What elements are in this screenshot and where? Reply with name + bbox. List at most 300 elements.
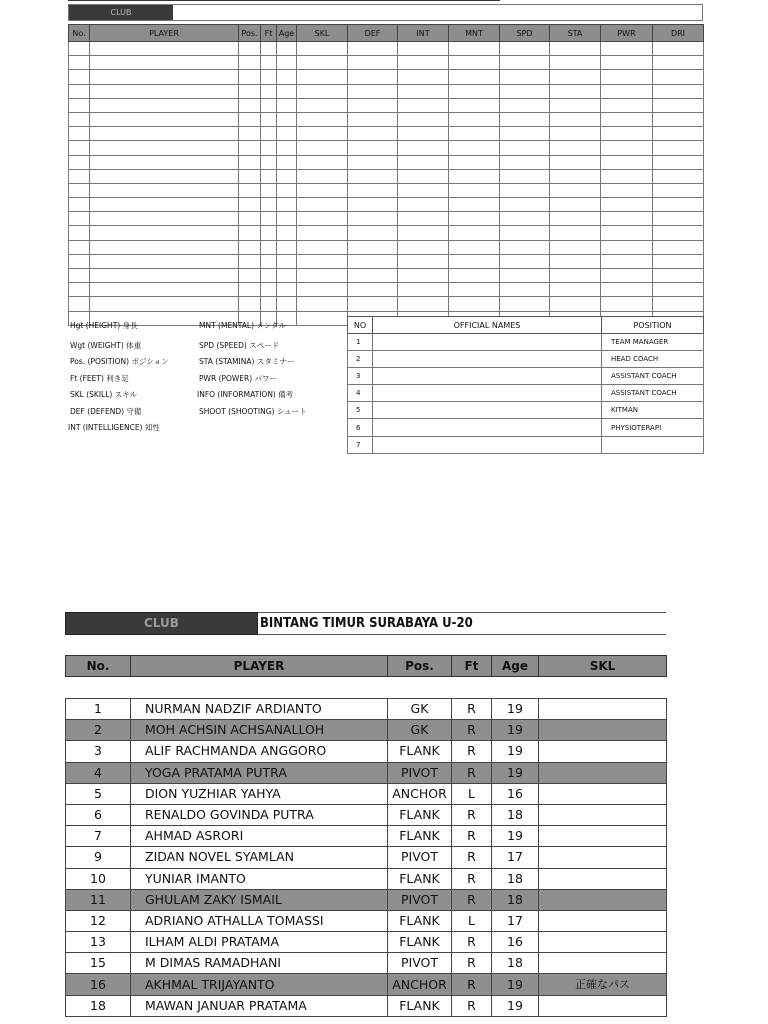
team-name: BINTANG TIMUR SURABAYA U-20 — [260, 616, 473, 631]
grid-cell — [90, 84, 239, 98]
player-skl: 正確なパス — [539, 974, 667, 995]
grid-cell — [297, 212, 348, 226]
official-no: 4 — [348, 385, 373, 402]
grid-cell — [348, 212, 398, 226]
grid-cell — [601, 212, 653, 226]
grid-cell — [261, 283, 277, 297]
grid-cell — [297, 283, 348, 297]
grid-cell — [69, 155, 90, 169]
grid-cell — [653, 56, 704, 70]
roster-title-rule-top — [258, 612, 666, 613]
legend-spd: SPD (SPEED) スペード — [199, 341, 280, 350]
legend-skl: SKL (SKILL) スキル — [70, 390, 138, 399]
col-pos: Pos. — [239, 25, 261, 42]
player-no: 11 — [66, 889, 131, 910]
grid-cell — [348, 127, 398, 141]
grid-cell — [550, 283, 601, 297]
col-sta: STA — [550, 25, 601, 42]
grid-cell — [550, 198, 601, 212]
officials-col-name: OFFICIAL NAMES — [373, 317, 602, 334]
player-skl — [539, 868, 667, 889]
grid-cell — [239, 84, 261, 98]
player-no: 12 — [66, 910, 131, 931]
grid-cell — [239, 127, 261, 141]
grid-cell — [398, 254, 449, 268]
roster-title-rule-bottom — [258, 634, 666, 635]
official-position: HEAD COACH — [602, 351, 704, 368]
grid-empty-row — [69, 127, 704, 141]
grid-cell — [277, 226, 297, 240]
player-pos: PIVOT — [388, 847, 452, 868]
grid-cell — [90, 42, 239, 56]
official-no: 2 — [348, 351, 373, 368]
grid-cell — [348, 198, 398, 212]
official-row — [348, 368, 704, 385]
grid-cell — [90, 155, 239, 169]
grid-cell — [449, 84, 500, 98]
grid-cell — [398, 42, 449, 56]
grid-cell — [653, 70, 704, 84]
grid-cell — [348, 226, 398, 240]
player-age: 18 — [492, 868, 539, 889]
player-no: 15 — [66, 953, 131, 974]
official-position — [602, 436, 704, 453]
player-row — [66, 720, 667, 741]
player-pos: FLANK — [388, 741, 452, 762]
grid-empty-row — [69, 70, 704, 84]
grid-cell — [653, 155, 704, 169]
grid-cell — [348, 254, 398, 268]
grid-cell — [398, 183, 449, 197]
grid-cell — [550, 297, 601, 311]
player-skl — [539, 699, 667, 720]
grid-cell — [277, 283, 297, 297]
grid-cell — [398, 84, 449, 98]
player-row — [66, 783, 667, 804]
grid-cell — [277, 127, 297, 141]
grid-cell — [297, 70, 348, 84]
grid-cell — [449, 98, 500, 112]
grid-cell — [297, 226, 348, 240]
grid-cell — [90, 297, 239, 311]
grid-cell — [239, 212, 261, 226]
legend-shoot: SHOOT (SHOOTING) シュート — [199, 407, 307, 416]
grid-cell — [449, 141, 500, 155]
player-row — [66, 826, 667, 847]
grid-cell — [261, 240, 277, 254]
roster-club-label-text: CLUB — [144, 616, 179, 630]
grid-cell — [277, 198, 297, 212]
club-label-template: CLUB — [69, 5, 173, 20]
official-name — [373, 436, 602, 453]
grid-cell — [500, 297, 550, 311]
player-no: 5 — [66, 783, 131, 804]
grid-cell — [239, 198, 261, 212]
col-age: Age — [277, 25, 297, 42]
player-name: NURMAN NADZIF ARDIANTO — [131, 699, 388, 720]
official-position: PHYSIOTERAPI — [602, 419, 704, 436]
player-no: 3 — [66, 741, 131, 762]
grid-cell — [500, 70, 550, 84]
grid-cell — [550, 212, 601, 226]
grid-cell — [653, 141, 704, 155]
player-ft: R — [452, 953, 492, 974]
grid-cell — [90, 112, 239, 126]
grid-cell — [500, 56, 550, 70]
grid-cell — [261, 212, 277, 226]
grid-cell — [653, 112, 704, 126]
player-ft: R — [452, 720, 492, 741]
player-skl — [539, 762, 667, 783]
grid-cell — [277, 155, 297, 169]
grid-cell — [601, 84, 653, 98]
grid-cell — [653, 84, 704, 98]
grid-empty-row — [69, 283, 704, 297]
player-skl — [539, 910, 667, 931]
abbreviation-legend — [70, 320, 340, 440]
grid-cell — [398, 198, 449, 212]
official-no: 6 — [348, 419, 373, 436]
player-age: 19 — [492, 720, 539, 741]
grid-cell — [500, 155, 550, 169]
player-age: 19 — [492, 995, 539, 1016]
player-ft: R — [452, 826, 492, 847]
grid-cell — [550, 226, 601, 240]
officials-col-no: NO — [348, 317, 373, 334]
player-pos: PIVOT — [388, 762, 452, 783]
official-row — [348, 351, 704, 368]
grid-cell — [297, 269, 348, 283]
legend-pwr: PWR (POWER) パワー — [199, 374, 278, 383]
grid-cell — [550, 240, 601, 254]
player-ft: R — [452, 995, 492, 1016]
grid-cell — [277, 56, 297, 70]
player-row — [66, 932, 667, 953]
grid-cell — [90, 56, 239, 70]
grid-cell — [239, 226, 261, 240]
grid-cell — [69, 269, 90, 283]
col-dri: DRI — [653, 25, 704, 42]
grid-cell — [69, 56, 90, 70]
player-no: 9 — [66, 847, 131, 868]
grid-cell — [69, 198, 90, 212]
grid-cell — [398, 141, 449, 155]
grid-cell — [90, 240, 239, 254]
player-ft: R — [452, 762, 492, 783]
player-pos: PIVOT — [388, 953, 452, 974]
roster-col-no: No. — [66, 656, 131, 677]
player-age: 19 — [492, 699, 539, 720]
player-no: 13 — [66, 932, 131, 953]
grid-cell — [348, 70, 398, 84]
grid-cell — [239, 56, 261, 70]
player-skl — [539, 720, 667, 741]
official-position: ASSISTANT COACH — [602, 368, 704, 385]
grid-cell — [449, 212, 500, 226]
grid-cell — [239, 42, 261, 56]
grid-cell — [500, 198, 550, 212]
official-position: KITMAN — [602, 402, 704, 419]
grid-cell — [261, 56, 277, 70]
grid-cell — [449, 269, 500, 283]
grid-empty-row — [69, 240, 704, 254]
player-no: 1 — [66, 699, 131, 720]
grid-cell — [601, 169, 653, 183]
grid-cell — [297, 297, 348, 311]
grid-cell — [297, 155, 348, 169]
official-row — [348, 334, 704, 351]
grid-cell — [653, 212, 704, 226]
grid-cell — [398, 155, 449, 169]
official-row — [348, 402, 704, 419]
player-pos: FLANK — [388, 932, 452, 953]
grid-empty-row — [69, 112, 704, 126]
grid-cell — [601, 56, 653, 70]
player-name: ALIF RACHMANDA ANGGORO — [131, 741, 388, 762]
grid-cell — [500, 254, 550, 268]
grid-cell — [261, 98, 277, 112]
grid-cell — [261, 297, 277, 311]
grid-cell — [500, 127, 550, 141]
player-age: 17 — [492, 847, 539, 868]
grid-cell — [500, 283, 550, 297]
grid-cell — [297, 84, 348, 98]
grid-cell — [297, 183, 348, 197]
legend-def: DEF (DEFEND) 守備 — [70, 407, 142, 416]
grid-cell — [297, 198, 348, 212]
player-row — [66, 847, 667, 868]
grid-cell — [90, 198, 239, 212]
grid-cell — [69, 42, 90, 56]
grid-cell — [449, 42, 500, 56]
player-age: 17 — [492, 910, 539, 931]
grid-cell — [277, 112, 297, 126]
grid-cell — [277, 269, 297, 283]
grid-cell — [277, 98, 297, 112]
grid-cell — [261, 70, 277, 84]
grid-empty-row — [69, 269, 704, 283]
officials-table — [347, 316, 704, 454]
player-name: DION YUZHIAR YAHYA — [131, 783, 388, 804]
player-ft: R — [452, 699, 492, 720]
grid-cell — [449, 254, 500, 268]
officials-col-position: POSITION — [602, 317, 704, 334]
grid-empty-row — [69, 42, 704, 56]
grid-cell — [550, 42, 601, 56]
grid-cell — [601, 98, 653, 112]
grid-empty-row — [69, 56, 704, 70]
grid-cell — [69, 240, 90, 254]
player-row — [66, 889, 667, 910]
roster-col-pos: Pos. — [388, 656, 452, 677]
official-position: TEAM MANAGER — [602, 334, 704, 351]
player-name: MAWAN JANUAR PRATAMA — [131, 995, 388, 1016]
grid-cell — [500, 169, 550, 183]
grid-cell — [69, 112, 90, 126]
grid-cell — [69, 226, 90, 240]
legend-sta: STA (STAMINA) スタミナー — [199, 357, 295, 366]
grid-cell — [500, 84, 550, 98]
player-row — [66, 804, 667, 825]
grid-empty-row — [69, 198, 704, 212]
player-pos: PIVOT — [388, 889, 452, 910]
grid-cell — [348, 141, 398, 155]
player-pos: ANCHOR — [388, 974, 452, 995]
grid-cell — [500, 98, 550, 112]
grid-cell — [653, 169, 704, 183]
grid-cell — [398, 226, 449, 240]
grid-cell — [601, 269, 653, 283]
grid-cell — [550, 141, 601, 155]
grid-cell — [653, 297, 704, 311]
grid-cell — [601, 70, 653, 84]
grid-cell — [449, 183, 500, 197]
grid-cell — [500, 212, 550, 226]
grid-cell — [348, 84, 398, 98]
grid-cell — [398, 269, 449, 283]
grid-cell — [449, 283, 500, 297]
roster-club-label — [65, 612, 258, 635]
legend-ft: Ft (FEET) 利き足 — [70, 374, 129, 383]
grid-cell — [550, 155, 601, 169]
grid-empty-row — [69, 84, 704, 98]
grid-cell — [653, 254, 704, 268]
grid-cell — [449, 198, 500, 212]
grid-cell — [398, 112, 449, 126]
player-age: 18 — [492, 889, 539, 910]
player-age: 19 — [492, 826, 539, 847]
player-skl — [539, 847, 667, 868]
player-no: 4 — [66, 762, 131, 783]
grid-cell — [297, 169, 348, 183]
grid-cell — [239, 283, 261, 297]
grid-cell — [550, 169, 601, 183]
grid-cell — [261, 198, 277, 212]
grid-cell — [398, 297, 449, 311]
grid-cell — [239, 169, 261, 183]
grid-cell — [90, 212, 239, 226]
col-ft: Ft — [261, 25, 277, 42]
grid-cell — [239, 155, 261, 169]
grid-cell — [398, 212, 449, 226]
grid-cell — [239, 269, 261, 283]
grid-cell — [653, 269, 704, 283]
grid-cell — [348, 183, 398, 197]
official-no: 3 — [348, 368, 373, 385]
grid-cell — [601, 155, 653, 169]
grid-cell — [90, 98, 239, 112]
grid-cell — [90, 70, 239, 84]
grid-cell — [550, 84, 601, 98]
grid-header-row — [69, 25, 704, 42]
legend-info: INFO (INFORMATION) 備考 — [197, 390, 294, 399]
player-row — [66, 741, 667, 762]
player-name: M DIMAS RAMADHANI — [131, 953, 388, 974]
roster-col-age: Age — [492, 656, 539, 677]
grid-empty-row — [69, 169, 704, 183]
grid-cell — [449, 240, 500, 254]
player-row — [66, 953, 667, 974]
official-name — [373, 368, 602, 385]
grid-cell — [601, 141, 653, 155]
player-pos: FLANK — [388, 804, 452, 825]
player-age: 16 — [492, 932, 539, 953]
grid-cell — [449, 56, 500, 70]
grid-cell — [277, 183, 297, 197]
col-no: No. — [69, 25, 90, 42]
player-age: 19 — [492, 741, 539, 762]
grid-cell — [500, 183, 550, 197]
player-row — [66, 699, 667, 720]
col-skl: SKL — [297, 25, 348, 42]
grid-cell — [297, 254, 348, 268]
player-age: 16 — [492, 783, 539, 804]
player-age: 18 — [492, 953, 539, 974]
player-ft: R — [452, 868, 492, 889]
player-ft: R — [452, 804, 492, 825]
player-name: AHMAD ASRORI — [131, 826, 388, 847]
grid-cell — [449, 127, 500, 141]
legend-pos: Pos. (POSITION) ポジション — [70, 357, 169, 366]
grid-cell — [601, 283, 653, 297]
grid-cell — [398, 283, 449, 297]
player-no: 16 — [66, 974, 131, 995]
player-skl — [539, 826, 667, 847]
grid-cell — [601, 127, 653, 141]
player-name: AKHMAL TRIJAYANTO — [131, 974, 388, 995]
grid-empty-row — [69, 297, 704, 311]
player-pos: GK — [388, 720, 452, 741]
grid-cell — [500, 112, 550, 126]
grid-cell — [653, 240, 704, 254]
player-row — [66, 868, 667, 889]
grid-cell — [90, 183, 239, 197]
grid-cell — [239, 254, 261, 268]
col-int: INT — [398, 25, 449, 42]
grid-cell — [550, 269, 601, 283]
grid-cell — [550, 112, 601, 126]
grid-cell — [297, 127, 348, 141]
grid-cell — [348, 169, 398, 183]
grid-cell — [653, 183, 704, 197]
grid-cell — [261, 169, 277, 183]
grid-cell — [601, 183, 653, 197]
player-name: ZIDAN NOVEL SYAMLAN — [131, 847, 388, 868]
grid-cell — [69, 70, 90, 84]
official-no: 5 — [348, 402, 373, 419]
player-name: YUNIAR IMANTO — [131, 868, 388, 889]
roster-table — [65, 698, 667, 1017]
player-skl — [539, 783, 667, 804]
player-ft: L — [452, 910, 492, 931]
grid-cell — [348, 269, 398, 283]
official-no: 1 — [348, 334, 373, 351]
player-no: 7 — [66, 826, 131, 847]
grid-empty-row — [69, 254, 704, 268]
grid-cell — [500, 226, 550, 240]
grid-cell — [348, 155, 398, 169]
grid-cell — [261, 84, 277, 98]
grid-cell — [239, 183, 261, 197]
grid-cell — [500, 240, 550, 254]
grid-cell — [239, 112, 261, 126]
legend-mnt: MNT (MENTAL) メンタル — [199, 321, 287, 330]
player-ft: R — [452, 847, 492, 868]
grid-cell — [348, 283, 398, 297]
official-name — [373, 351, 602, 368]
legend-int: INT (INTELLIGENCE) 知性 — [68, 423, 160, 432]
player-pos: FLANK — [388, 995, 452, 1016]
